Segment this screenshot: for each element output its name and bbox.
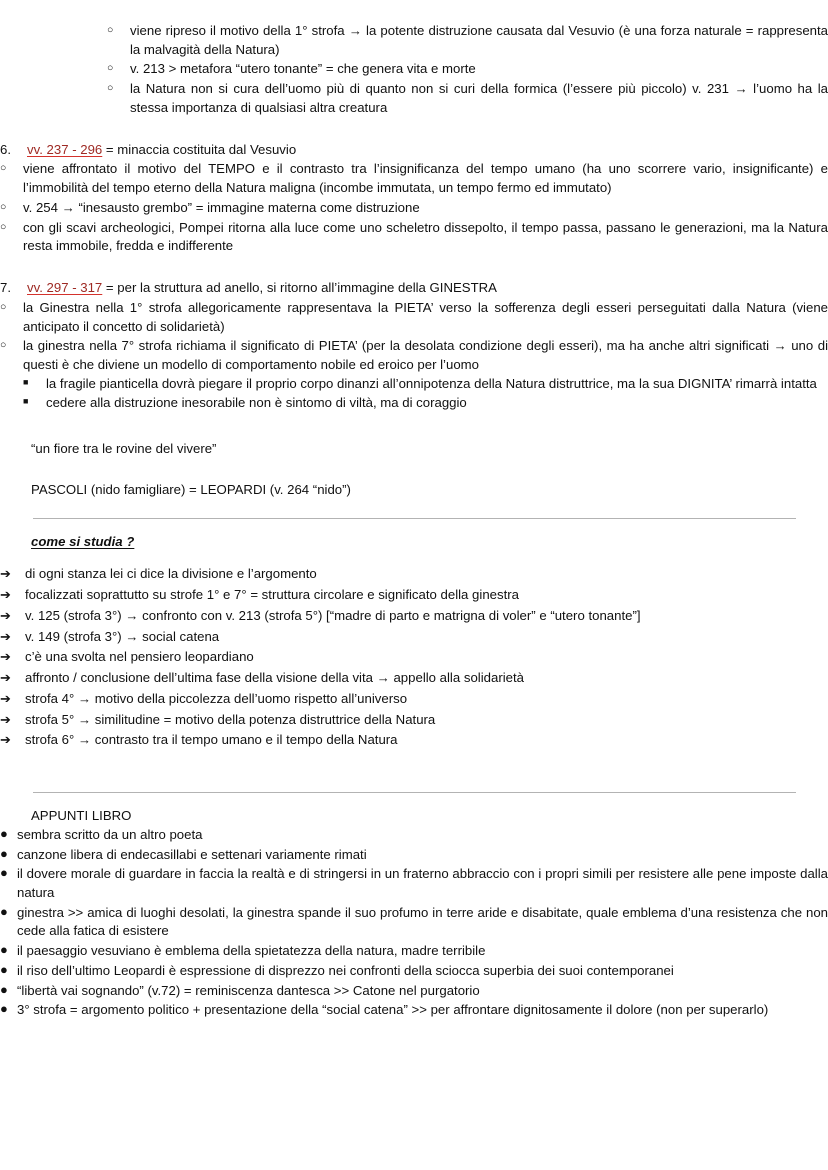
list-item: [0, 199, 828, 218]
list-item: [0, 607, 828, 626]
dot-bullet-icon: ●: [0, 961, 8, 977]
list-item: [23, 394, 828, 413]
come-si-studia-list: [0, 565, 828, 750]
list-item: [0, 731, 828, 750]
list-item-text: viene ripreso il motivo della 1° strofa → la potente distruzione causata dal Vesuvio (è una forza naturale = rappresenta la malvagità della Natura): [130, 23, 828, 57]
item-heading-rest: = minaccia costituita dal Vesuvio: [102, 141, 297, 157]
list-item-text: v. 149 (strofa 3°) → social catena: [25, 628, 220, 644]
pascoli-leopardi-line: PASCOLI (nido famigliare) = LEOPARDI (v. 264 “nido”): [31, 481, 351, 497]
list-item-text: focalizzati soprattutto su strofe 1° e 7° = struttura circolare e significato della ginestra: [25, 587, 519, 603]
dot-bullet-icon: ●: [0, 903, 8, 919]
list-item: [0, 962, 828, 981]
list-item: [0, 565, 828, 584]
circle-bullet-icon: ○: [0, 162, 7, 175]
circle-bullet-icon: ○: [0, 200, 7, 213]
spacer: [0, 459, 828, 481]
arrow-right-icon: ➔: [0, 587, 11, 603]
arrow-right-icon: ➔: [0, 732, 11, 748]
list-item-text: c’è una svolta nel pensiero leopardiano: [25, 649, 254, 665]
list-item: [0, 219, 828, 256]
item-7-sub-bullet-list: [23, 375, 828, 413]
dot-bullet-icon: ●: [0, 1001, 8, 1017]
list-item-text: v. 213 > metafora “utero tonante” = che genera vita e morte: [130, 61, 476, 77]
circle-bullet-icon: ○: [107, 62, 114, 75]
list-item-text: la Ginestra nella 1° strofa allegoricamente rappresentava la PIETA’ verso la sofferenza degli esseri perseguitati dalla Natura (viene anticipato il concetto di solidarietà): [23, 299, 828, 334]
list-item-text: la fragile pianticella dovrà piegare il proprio corpo dinanzi all’onnipotenza della Natura distruttrice, ma la sua DIGNITA’ rimarrà intatta: [46, 375, 817, 391]
list-item-text: il paesaggio vesuviano è emblema della spietatezza della natura, madre terribile: [17, 943, 486, 959]
item-number: 7.: [0, 280, 11, 296]
list-item-text: v. 254 → “inesausto grembo” = immagine materna come distruzione: [23, 199, 420, 215]
item-heading: [27, 279, 828, 298]
arrow-right-icon: ➔: [0, 607, 11, 623]
circle-bullet-icon: ○: [107, 82, 114, 95]
section-heading-come-si-studia: come si studia ?: [31, 533, 135, 549]
list-item: [0, 865, 828, 902]
continued-bullet-list: [107, 22, 828, 118]
list-item-text: il dovere morale di guardare in faccia la realtà e di stringersi in un fraterno abbraccio con i propri simili per resistere alle pene imposte dalla natura: [17, 866, 828, 900]
item-6-bullet-list: [0, 160, 828, 256]
list-item: [0, 690, 828, 709]
dot-bullet-icon: ●: [0, 845, 8, 861]
arrow-right-icon: ➔: [0, 690, 11, 706]
list-item: [0, 648, 828, 667]
dot-bullet-icon: ●: [0, 865, 8, 881]
numbered-list-item: [0, 279, 828, 298]
arrow-right-icon: ➔: [0, 649, 11, 665]
circle-bullet-icon: ○: [107, 24, 114, 36]
list-item: [0, 586, 828, 605]
list-item-text: canzone libera di endecasillabi e settenari variamente rimati: [17, 846, 367, 862]
list-item: [107, 22, 828, 59]
list-item: [0, 982, 828, 1001]
circle-bullet-icon: ○: [0, 300, 7, 313]
arrow-right-icon: ➔: [0, 711, 11, 727]
list-item: [107, 60, 828, 79]
spacer: [0, 551, 828, 565]
appunti-libro-list: [0, 826, 828, 1020]
list-item-text: 3° strofa = argomento politico + presentazione della “social catena” >> per affrontare dignitosamente il dolore (non per superarlo): [17, 1002, 769, 1018]
list-item-text: sembra scritto da un altro poeta: [17, 826, 203, 842]
item-heading: [27, 141, 828, 160]
arrow-right-icon: ➔: [0, 566, 11, 582]
spacer: [0, 500, 828, 518]
verse-reference-link[interactable]: vv. 297 - 317: [27, 280, 103, 296]
circle-bullet-icon: ○: [0, 220, 7, 233]
spacer: [0, 119, 828, 141]
list-item-text: strofa 5° → similitudine = motivo della potenza distruttrice della Natura: [25, 711, 436, 727]
spacer: [0, 793, 828, 807]
list-item-text: cedere alla distruzione inesorabile non è sintomo di viltà, ma di coraggio: [46, 395, 467, 411]
item-7-bullet-list: [0, 299, 828, 413]
section-heading-appunti-libro: APPUNTI LIBRO: [31, 808, 132, 824]
list-item: [0, 711, 828, 730]
list-item: [0, 160, 828, 197]
list-item: [0, 628, 828, 647]
list-item: [0, 299, 828, 336]
square-bullet-icon: ■: [23, 376, 29, 387]
list-item: [107, 80, 828, 117]
list-item-text: affronto / conclusione dell’ultima fase della visione della vita → appello alla solidarietà: [25, 670, 524, 686]
arrow-right-icon: ➔: [0, 670, 11, 686]
list-item-text: strofa 6° → contrasto tra il tempo umano e il tempo della Natura: [25, 732, 398, 748]
dot-bullet-icon: ●: [0, 942, 8, 958]
list-item: [0, 826, 828, 845]
list-item: [0, 669, 828, 688]
list-item: [0, 846, 828, 865]
square-bullet-icon: ■: [23, 396, 29, 407]
dot-bullet-icon: ●: [0, 825, 8, 841]
list-item: [23, 375, 828, 394]
list-item-text: strofa 4° → motivo della piccolezza dell’uomo rispetto all’universo: [25, 690, 408, 706]
item-number: 6.: [0, 141, 11, 157]
dot-bullet-icon: ●: [0, 981, 8, 997]
list-item-text: v. 125 (strofa 3°) → confronto con v. 213 (strofa 5°) [“madre di parto e matrigna di voler” e “utero tonante”]: [25, 607, 641, 623]
spacer: [0, 519, 828, 533]
list-item-text: il riso dell’ultimo Leopardi è espressione di disprezzo nei confronti della sciocca superbia dei suoi contemporanei: [17, 962, 674, 978]
circle-bullet-icon: ○: [0, 339, 7, 352]
arrow-right-icon: ➔: [0, 628, 11, 644]
list-item-text: “libertà vai sognando” (v.72) = reminiscenza dantesca >> Catone nel purgatorio: [17, 982, 480, 998]
spacer: [0, 414, 828, 440]
list-item-text: la Natura non si cura dell’uomo più di quanto non si curi della formica (l’essere più piccolo) v. 231 → l’uomo ha la stessa importanza di qualsiasi altra creatura: [130, 81, 828, 115]
list-item-text: viene affrontato il motivo del TEMPO e il contrasto tra l’insignificanza del tempo umano (ha uno scorrere vario, insignificante) e l’immobilità del tempo eterno della Natura maligna (incombe immutata, un tempo fermo ed immutato): [23, 161, 828, 196]
numbered-item-6: [0, 141, 828, 160]
item-heading-rest: = per la struttura ad anello, si ritorno all’immagine della GINESTRA: [102, 280, 497, 296]
list-item-text: di ogni stanza lei ci dice la divisione e l’argomento: [25, 566, 317, 582]
list-item-text: la ginestra nella 7° strofa richiama il significato di PIETA’ (per la desolata condizione degli esseri), ma ha anche altri significati → uno di questi è che diviene un modello di comportamento nobile ed eroico per l’uomo: [23, 338, 828, 373]
list-item-text: ginestra >> amica di luoghi desolati, la ginestra spande il suo profumo in terre aride e disabitate, quale emblema d’una resistenza che non cede alla fatica di esistere: [17, 904, 828, 939]
numbered-list-item: [0, 141, 828, 160]
quote-line: “un fiore tra le rovine del vivere”: [31, 441, 217, 457]
list-item: [0, 904, 828, 941]
list-item-text: con gli scavi archeologici, Pompei ritorna alla luce come uno scheletro dissepolto, il tempo passa, passano le generazioni, ma la Natura resta immobile, fredda e indifferente: [23, 219, 828, 254]
list-item: [0, 337, 828, 413]
spacer: [0, 257, 828, 279]
verse-reference-link[interactable]: vv. 237 - 296: [27, 141, 103, 157]
spacer: [0, 752, 828, 792]
list-item: [0, 942, 828, 961]
list-item: [0, 1001, 828, 1020]
numbered-item-7: [0, 279, 828, 298]
top-spacer: [0, 0, 828, 22]
